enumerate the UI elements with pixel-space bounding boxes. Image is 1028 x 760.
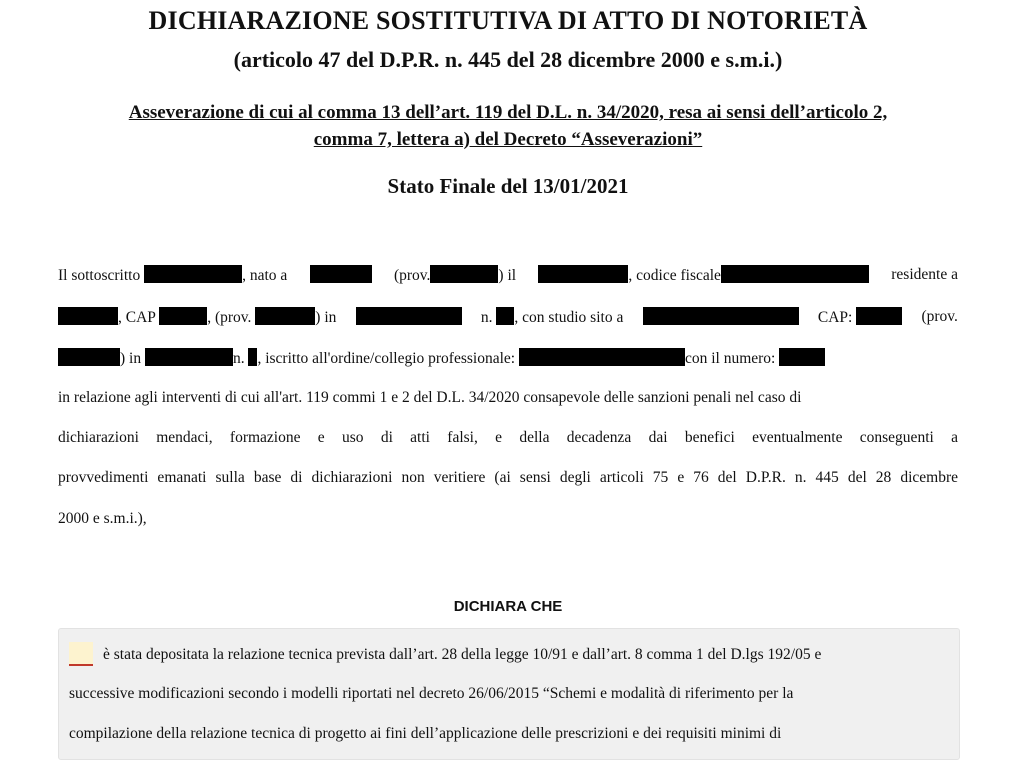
label-il: ) il xyxy=(498,267,517,284)
redacted-residence xyxy=(58,307,118,325)
label-cap-2: CAP: xyxy=(817,309,853,326)
label-nato-a: , nato a xyxy=(242,267,288,284)
asseverazione-heading xyxy=(90,99,926,153)
redacted-ordine xyxy=(519,348,685,366)
redacted-studio-city xyxy=(643,307,799,325)
label-iscritto: , iscritto all'ordine/collegio professionale: xyxy=(257,350,516,367)
item-line-2: successive modificazioni secondo i modelli riportati nel decreto 26/06/2015 “Schemi e modalità di riferimento per la xyxy=(69,685,794,702)
redacted-birthplace xyxy=(310,265,372,283)
redacted-name xyxy=(144,265,242,283)
label-prov-3: (prov. xyxy=(921,308,958,325)
declarant-line-3 xyxy=(58,348,958,369)
dichiara-che-heading: DICHIARA CHE xyxy=(453,598,563,615)
redacted-numero xyxy=(779,348,825,366)
item-line-3: compilazione della relazione tecnica di progetto ai fini dell’applicazione delle prescrizioni e dei requisiti minimi di xyxy=(69,725,782,742)
label-cap: , CAP xyxy=(118,309,156,326)
asseverazione-line-2: comma 7, lettera a) del Decreto “Asseverazioni” xyxy=(313,129,703,150)
label-prov-2: , (prov. xyxy=(207,309,252,326)
redacted-cap-2 xyxy=(856,307,902,325)
item-line-1: è stata depositata la relazione tecnica prevista dall’art. 28 della legge 10/91 e dall’art. 8 comma 1 del D.lgs 192/05 e xyxy=(103,646,822,663)
label-sottoscritto: Il sottoscritto xyxy=(58,267,141,284)
body-line-1: in relazione agli interventi di cui all'art. 119 commi 1 e 2 del D.L. 34/2020 consapevole delle sanzioni penali nel caso di xyxy=(58,389,802,406)
redacted-cap xyxy=(159,307,207,325)
redacted-street xyxy=(356,307,462,325)
label-prov: (prov. xyxy=(393,267,431,284)
label-n-2: n. xyxy=(232,350,245,367)
redacted-prov-2 xyxy=(255,307,315,325)
document-subtitle: (articolo 47 del D.P.R. n. 445 del 28 dicembre 2000 e s.m.i.) xyxy=(233,47,783,72)
dichiara-item-box xyxy=(58,628,960,760)
body-line-3: provvedimenti emanati sulla base di dichiarazioni non veritiere (ai sensi degli articoli 75 e 76 del D.P.R. n. 445 del 28 dicembre xyxy=(58,469,958,486)
asseverazione-line-1: Asseverazione di cui al comma 13 dell’art. 119 del D.L. n. 34/2020, resa ai sensi dell’articolo 2, xyxy=(128,102,888,123)
redacted-street-number xyxy=(496,307,514,325)
declarant-line-1 xyxy=(58,265,958,286)
redacted-studio-street xyxy=(145,348,233,366)
body-line-4: 2000 e s.m.i.), xyxy=(58,510,147,527)
body-line-2: dichiarazioni mendaci, formazione e uso di atti falsi, e della decadenza dai benefici eventualmente conseguenti a xyxy=(58,429,958,446)
label-n: n. xyxy=(480,309,493,326)
redacted-prov-3 xyxy=(58,348,120,366)
label-studio-sito-a: , con studio sito a xyxy=(514,309,624,326)
document-title: DICHIARAZIONE SOSTITUTIVA DI ATTO DI NOTORIETÀ xyxy=(148,6,868,35)
redacted-codice-fiscale xyxy=(721,265,869,283)
label-in: ) in xyxy=(315,309,337,326)
redacted-prov xyxy=(430,265,498,283)
declarant-line-2 xyxy=(58,307,958,328)
redacted-birthdate xyxy=(538,265,628,283)
item-checkbox[interactable] xyxy=(69,642,93,666)
label-residente-a: residente a xyxy=(891,266,958,283)
stato-finale-heading: Stato Finale del 13/01/2021 xyxy=(387,174,629,198)
label-in-2: ) in xyxy=(120,350,142,367)
label-numero: con il numero: xyxy=(684,350,776,367)
label-codice-fiscale: , codice fiscale xyxy=(628,267,721,284)
